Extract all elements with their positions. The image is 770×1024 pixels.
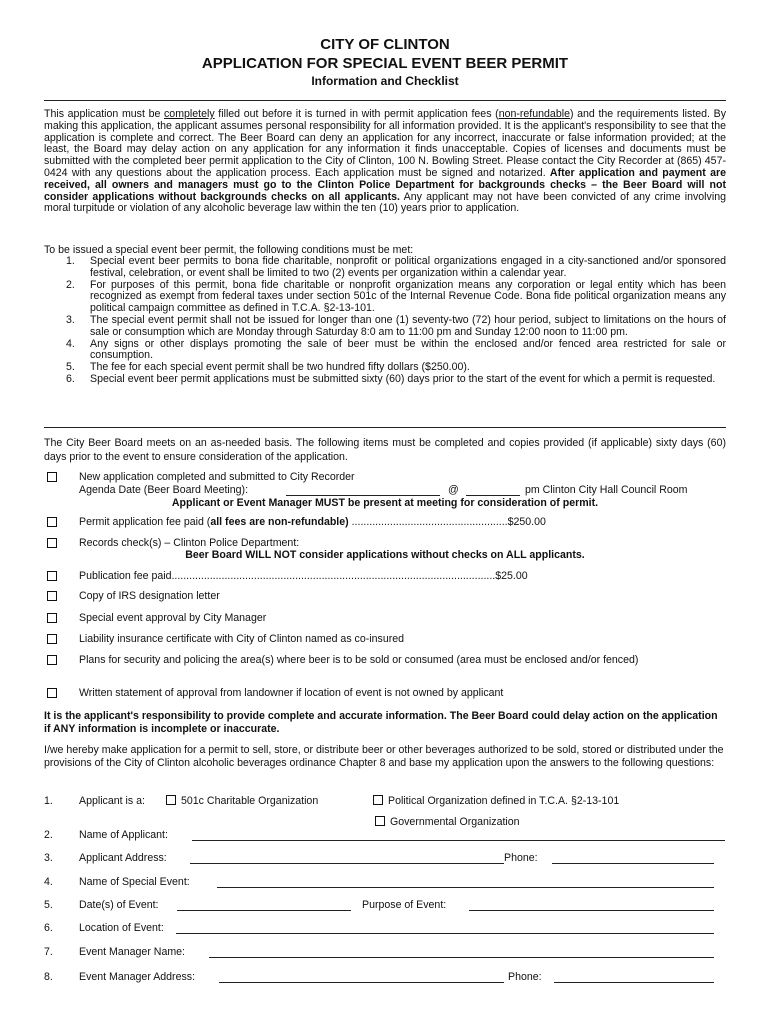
option-governmental[interactable]: Governmental Organization (375, 816, 520, 828)
agenda-date-field[interactable] (286, 484, 440, 496)
event-location-field[interactable] (176, 922, 714, 934)
checkbox-records-check[interactable] (47, 538, 57, 548)
application-statement: I/we hereby make application for a permit to sell, store, or distribute beer or other beverages authorized to be sold, stored or distributed under the provisions of the City of Clinton alcoholic beverages ordinance Chapter 8 and base my application upon the answers to the following questions: (44, 744, 724, 769)
checkbox-city-manager-approval[interactable] (47, 613, 57, 623)
event-dates-field[interactable] (177, 899, 351, 911)
question-event-location: 6. Location of Event: (44, 922, 726, 936)
option-501c[interactable]: 501c Charitable Organization (166, 795, 318, 807)
option-political[interactable]: Political Organization defined in T.C.A. §2-13-101 (373, 795, 619, 807)
condition-item: 1. Special event beer permits to bona fide charitable, nonprofit or political organizations engaged in a city-sanctioned and/or sponsored festival, celebration, or event shall be limited to two (2) events per organization within a calendar year. (66, 255, 726, 279)
checkbox-political[interactable] (373, 795, 383, 805)
condition-item: 6. Special event beer permit applications must be submitted sixty (60) days prior to the start of the event for which a permit is requested. (66, 372, 716, 385)
checkbox-irs-letter[interactable] (47, 591, 57, 601)
checklist-label: Records check(s) – Clinton Police Department: (79, 537, 300, 549)
question-event-name: 4. Name of Special Event: (44, 876, 726, 890)
condition-item: 5. The fee for each special event permit shall be two hundred fifty dollars ($250.00). (66, 361, 470, 374)
conditions-list (44, 256, 726, 386)
question-applicant-type: 1. Applicant is a: 501c Charitable Organization Political Organization defined in T.C.A. §2-13-101 (44, 795, 620, 807)
checkbox-application[interactable] (47, 472, 57, 482)
condition-item: 2. For purposes of this permit, bona fide charitable or nonprofit organization means any corporation or legal entity which has been recognized as exempt from federal taxes under section 501c of the Internal Revenue Code. Bona fide political organization means any political campaign committee as defined in T.C.A. §2-13-101. (66, 278, 726, 315)
question-applicant-type-cont (44, 816, 726, 830)
checklist-label: Special event approval by City Manager (79, 612, 267, 624)
checkbox-publication-fee[interactable] (47, 571, 57, 581)
question-applicant-address: 3. Applicant Address: Phone: (44, 852, 726, 866)
condition-item: 4. Any signs or other displays promoting the sale of beer must be within the enclosed and/or fenced area restricted for sale or consumption. (66, 337, 726, 362)
header-divider (44, 100, 726, 101)
agenda-date-label: Agenda Date (Beer Board Meeting): (79, 484, 249, 496)
checklist-label: New application completed and submitted to City Recorder (79, 471, 355, 483)
agenda-location: pm Clinton City Hall Council Room (525, 484, 688, 496)
agenda-time-field[interactable] (466, 484, 520, 496)
event-name-field[interactable] (217, 876, 714, 888)
checkbox-governmental[interactable] (375, 816, 385, 826)
document-subtitle: Information and Checklist (311, 74, 459, 88)
checklist-label: Plans for security and policing the area(s) where beer is to be sold or consumed (area must be enclosed and/or fenced) (79, 654, 639, 666)
responsibility-notice: It is the applicant's responsibility to provide complete and accurate information. The Beer Board could delay action on the application if ANY information is incomplete or inaccurate. (44, 710, 718, 735)
applicant-name-field[interactable] (192, 829, 725, 841)
manager-phone-field[interactable] (554, 971, 714, 983)
records-check-note: Beer Board WILL NOT consider applications without checks on ALL applicants. (185, 549, 585, 561)
question-event-dates: 5. Date(s) of Event: Purpose of Event: (44, 899, 726, 913)
manager-name-field[interactable] (209, 946, 714, 958)
intro-paragraph: This application must be completely filled out before it is turned in with permit application fees (non-refundable) and the requirements listed. By making this application, the applicant assumes personal responsibility for all information provided. It is the applicant's responsibility to see that the application is complete and correct. The Beer Board can deny an application for any incorrect, inaccurate or false information provided; at the least, the Board may delay action on any application for any information it finds unacceptable. Copies of licenses and documents must be submitted with the completed beer permit application to the City of Clinton, 100 N. Bowling Street. Please contact the City Recorder at (865) 457-0424 with any questions about the application process. Each application must be signed and notarized. After application and payment are received, all owners and managers must go to the Clinton Police Department for backgrounds checks – the Beer Board will not consider applications without backgrounds checks on all applicants. Any applicant may not have been convicted of any crime involving moral turpitude or violation of any alcoholic beverage law within the ten (10) years prior to application. (44, 108, 726, 215)
question-applicant-name: 2. Name of Applicant: (44, 829, 726, 843)
applicant-address-field[interactable] (190, 852, 504, 864)
meeting-attendance-note: Applicant or Event Manager MUST be present at meeting for consideration of permit. (171, 497, 599, 509)
checkbox-liability-insurance[interactable] (47, 634, 57, 644)
checkbox-security-plans[interactable] (47, 655, 57, 665)
checklist-label: Permit application fee paid (all fees are non-refundable) .....................................................$250.00 (79, 516, 546, 528)
board-paragraph: The City Beer Board meets on an as-needed basis. The following items must be completed and copies provided (if applicable) sixty days (60) days prior to the event to ensure consideration of the application. (44, 437, 726, 463)
conditions-intro: To be issued a special event beer permit, the following conditions must be met: (44, 244, 414, 256)
checklist-label: Copy of IRS designation letter (79, 590, 220, 602)
manager-address-field[interactable] (219, 971, 504, 983)
city-heading: CITY OF CLINTON (320, 36, 450, 53)
checkbox-landowner-approval[interactable] (47, 688, 57, 698)
document-title: APPLICATION FOR SPECIAL EVENT BEER PERMIT (201, 55, 569, 72)
at-sign: @ (448, 484, 459, 496)
checkbox-501c[interactable] (166, 795, 176, 805)
question-manager-address: 8. Event Manager Address: Phone: (44, 971, 726, 985)
condition-item: 3. The special event permit shall not be issued for longer than one (1) seventy-two (72) hour period, subject to limitations on the hours of sale or consumption which are Monday through Saturday 8:0 am to 11:00 pm and Sunday 12:00 noon to 11:00 pm. (66, 313, 726, 338)
checklist-label: Written statement of approval from landowner if location of event is not owned by applicant (79, 687, 504, 699)
conditions-divider (44, 427, 726, 428)
checklist-label: Liability insurance certificate with City of Clinton named as co-insured (79, 633, 405, 645)
checkbox-permit-fee[interactable] (47, 517, 57, 527)
question-manager-name: 7. Event Manager Name: (44, 946, 726, 960)
checklist-label: Publication fee paid..............................................................................................................$25.00 (79, 570, 528, 582)
event-purpose-field[interactable] (469, 899, 714, 911)
applicant-phone-field[interactable] (552, 852, 714, 864)
